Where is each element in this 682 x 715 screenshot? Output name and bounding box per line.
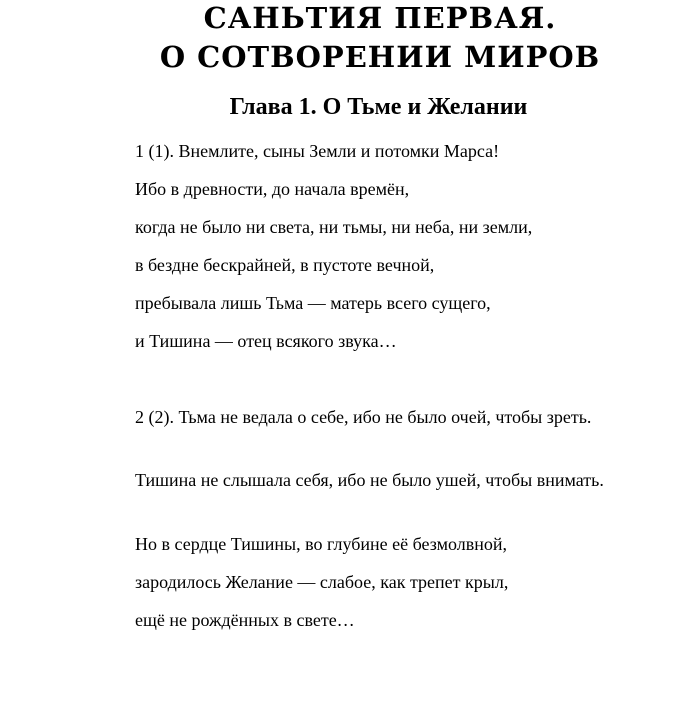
verse-2-line-1: 2 (2). Тьма не ведала о себе, ибо не было очей, чтобы зреть. — [135, 407, 592, 427]
verse-1-line-4: в бездне бескрайней, в пустоте вечной, — [135, 255, 435, 275]
verse-2-line-2: Тишина не слышала себя, ибо не было ушей, чтобы внимать. — [135, 470, 604, 490]
chapter-heading: Глава 1. О Тьме и Желании — [229, 94, 528, 120]
verse-2-line-5: ещё не рождённых в свете… — [135, 610, 355, 630]
verse-1-line-6: и Тишина — отец всякого звука… — [135, 331, 397, 351]
verse-1-line-1: 1 (1). Внемлите, сыны Земли и потомки Марса! — [135, 141, 500, 161]
verse-1-line-3: когда не было ни света, ни тьмы, ни неба, ни земли, — [135, 217, 533, 237]
verse-2-line-3: Но в сердце Тишины, во глубине её безмолвной, — [135, 534, 508, 554]
verse-1-line-2: Ибо в древности, до начала времён, — [135, 179, 410, 199]
section-title-line-1: САНЬТИЯ ПЕРВАЯ. — [203, 1, 557, 35]
verse-1-line-5: пребывала лишь Тьма — матерь всего сущего, — [135, 293, 491, 313]
verse-2-line-4: зародилось Желание — слабое, как трепет крыл, — [135, 572, 509, 592]
section-title-line-2: О СОТВОРЕНИИ МИРОВ — [159, 40, 601, 74]
